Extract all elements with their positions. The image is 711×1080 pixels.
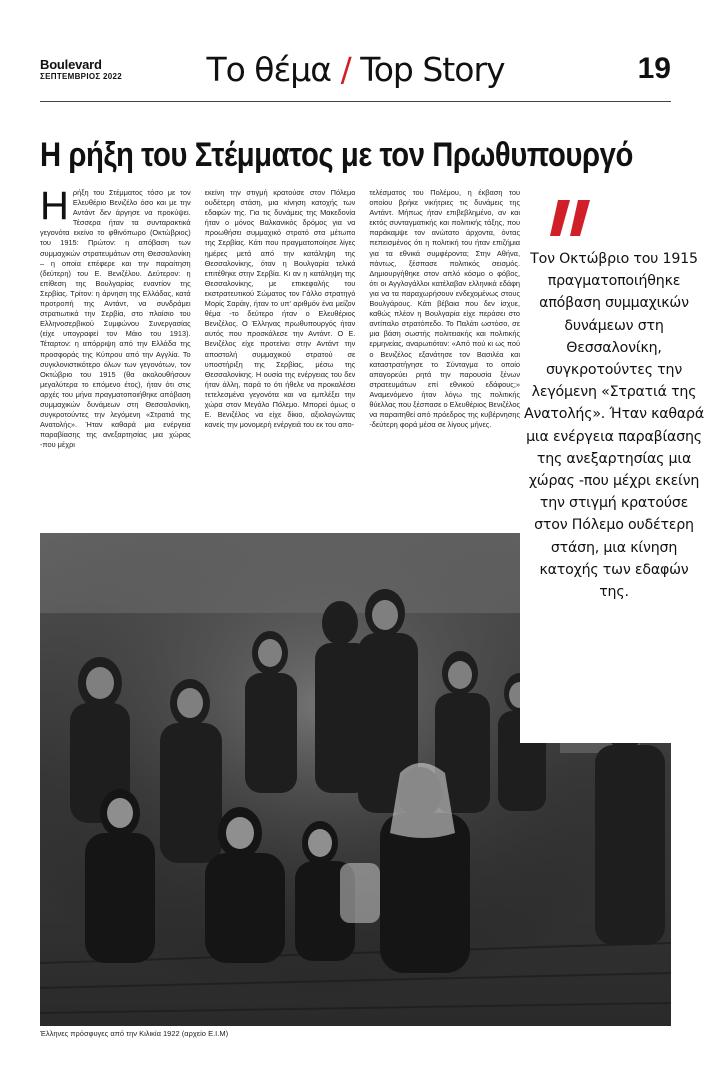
section-title <box>40 50 671 89</box>
brand-name: Boulevard <box>40 57 102 72</box>
header-divider <box>40 101 671 102</box>
section-title-english: Top Story <box>360 50 505 89</box>
page-header <box>40 48 671 100</box>
page-number: 19 <box>637 52 671 85</box>
quote-mark-icon <box>548 200 598 240</box>
drop-cap: Η <box>40 188 69 228</box>
article-column-3 <box>369 188 520 533</box>
article-body <box>40 188 520 533</box>
issue-date: ΣΕΠΤΕΜΒΡΙΟΣ 2022 <box>40 72 122 81</box>
photo-caption: Έλληνες πρόσφυγες από την Κιλικία 1922 (αρχείο Ε.Ι.Μ) <box>40 1029 229 1038</box>
section-separator: / <box>340 50 351 89</box>
article-headline: Η ρήξη του Στέμματος με τον Πρωθυπουργό <box>40 136 633 174</box>
article-column-1 <box>40 188 191 533</box>
column-text: εκείνη την στιγμή κρατούσε στον Πόλεμο ουδέτερη στάση, μια κίνηση κατοχής των εδαφών της. Για τις δυνάμεις της Μακεδονία ήταν ο μόνος Βαλκανικός δρόμος για να προωθήσει συμμαχικό στρατό στα μέτωπο της Σερβίας. Κάτι που πραγματοποίησε λίγες ημέρες μετά από την κατάληψη της Θεσσαλονίκης, όταν η Βουλγαρία τελικά επιτέθηκε στην Σερβία. Κι αν η κατάληψη της Θεσσαλονίκης, με επικεφαλής του εκστρατευτικού Σώματος τον Γάλλο στρατηγό Μορίς Σαράιγ, ήταν το υπ' αριθμόν ένα μείζον θέμα -το δεύτερο ήταν ο Ελευθέριος Βενιζέλος. Ο Έλληνας πρωθυπουργός ήταν αυτός που προσκάλεσε την Αντάντ. Ο Ε. Βενιζέλος είχε προτείνει στην Αντάντ την αποστολή συμμαχικού στρατού σε υποστήριξη της Σερβίας, μέσω της Θεσσαλονίκης. Η ουσία της ενέργειας του δεν ήταν άλλη, παρά το ότι ήθελε να προκαλέσει τετελεσμένα γεγονότα και να εμπλέξει την χώρα στον Μεγάλο Πόλεμο. Μπορεί όμως ο Ε. Βενιζέλος να είχε δίκιο, αξιολογώντας κανείς την μονομερή ενέργειά του εκ του απο- <box>204 188 356 430</box>
article-column-2 <box>205 188 356 533</box>
column-text: ρήξη του Στέμματος τόσο με τον Ελευθέριο Βενιζέλο όσο και με την Αντάντ δεν άργησε να προκύψει. Τέσσερα ήταν τα συνταρακτικά γεγονότα εκείνο το φθινόπωρο (Οκτώβριος) του 1915: Πρώτον: η απόβαση των συμμαχικών στρατευμάτων στη Θεσσαλονίκη – η οποία επέφερε και την παραίτηση (δεύτερη) του Ε. Βενιζέλου. Δεύτερον: η επίθεση της Βουλγαρίας εναντίον της Σερβίας. Τρίτον: η άρνηση της Ελλάδας, κατά προτροπή της Αντάντ, να συνδράμει στρατιωτικά την Σερβία, στο πλαίσιο του Ελληνοσερβικού Συμφώνου Συνεργασίας (είχε υπογραφεί τον Μάιο του 1913). Τέταρτον: η απόρριψη από την Ελλάδα της προσφοράς της Κύπρου από την Αγγλία. Το συγκλονιστικότερο όλων των γεγονότων, τον Οκτώβριο του 1915 (θα ακολουθήσουν μεγαλύτερα το επόμενο έτος), ήταν ότι στις αρχές του μήνα πραγματοποιήθηκε απόβαση συμμαχικών δυνάμεων στη Θεσσαλονίκη, συγκροτούντες την λεγόμενη «Στρατιά της Ανατολής». Ήταν καθαρά μια ενέργεια παραβίασης της ανεξαρτησίας μια χώρας -που μέχρι <box>40 188 191 450</box>
pull-quote-text: Τον Οκτώβριο του 1915 πραγματοποιήθηκε απόβαση συμμαχικών δυνάμεων στη Θεσσαλονίκη, συγκροτούντες την λεγόμενη «Στρατιά της Ανατολής». Ήταν καθαρά μια ενέργεια παραβίασης της ανεξαρτησίας μια χώρας -που μέχρι εκείνη την στιγμή κρατούσε στον Πόλεμο ουδέτερη στάση, μια κίνηση κατοχής των εδαφών της. <box>524 251 705 601</box>
column-text: τελέσματος του Πολέμου, η έκβαση του οποίου βρήκε νικήτριες τις δυνάμεις της Αντάντ. Μήπως ήταν επιβεβλημένο, αν και εκτός συνταγματικής και πολιτικής τάξης, που παράκαμψε τον ανώτατο άρχοντα, όντας πεπεισμένος ότι η πολιτική του ήταν επιζήμια για τα εθνικά συμφέροντα; Στην Αθήνα, πάντως, ξέσπασε πολιτικός σεισμός. Δημιουργήθηκε στον απλό κόσμο ο φόβος, ότι οι Αγγλογάλλοι κατέλαβαν ελληνικά εδάφη για να τα παραχωρήσουν ενδεχομένως στους Βουλγάρους. Κάτι βέβαια που δεν ίσχυε, καθώς πλέον η Βουλγαρία είχε περάσει στο αντίπαλο στρατόπεδο. Το Παλάτι ωστόσο, σε μια βάση σωστής πολιτειακής και πολιτικής ερμηνείας, αναρωτιόταν: «Από πού κι ως πού ο Βενιζέλος εξανάτησε τον Βασιλέα και καταστρατήγησε το Σύνταγμα το οποίο απαγορεύει ρητά την παρουσία ξένων στρατευμάτων επί εθνικού εδάφους;» Αναμενόμενο ήταν λόγω της πολιτικής θύελλας που ξέσπασε ο Ελευθέριος Βενιζέλος να παραιτηθεί από πρόεδρος της κυβέρνησης -δεύτερη φορά μέσα σε λίγους μήνες. <box>369 188 521 430</box>
section-title-greek: Το θέμα <box>206 50 332 89</box>
